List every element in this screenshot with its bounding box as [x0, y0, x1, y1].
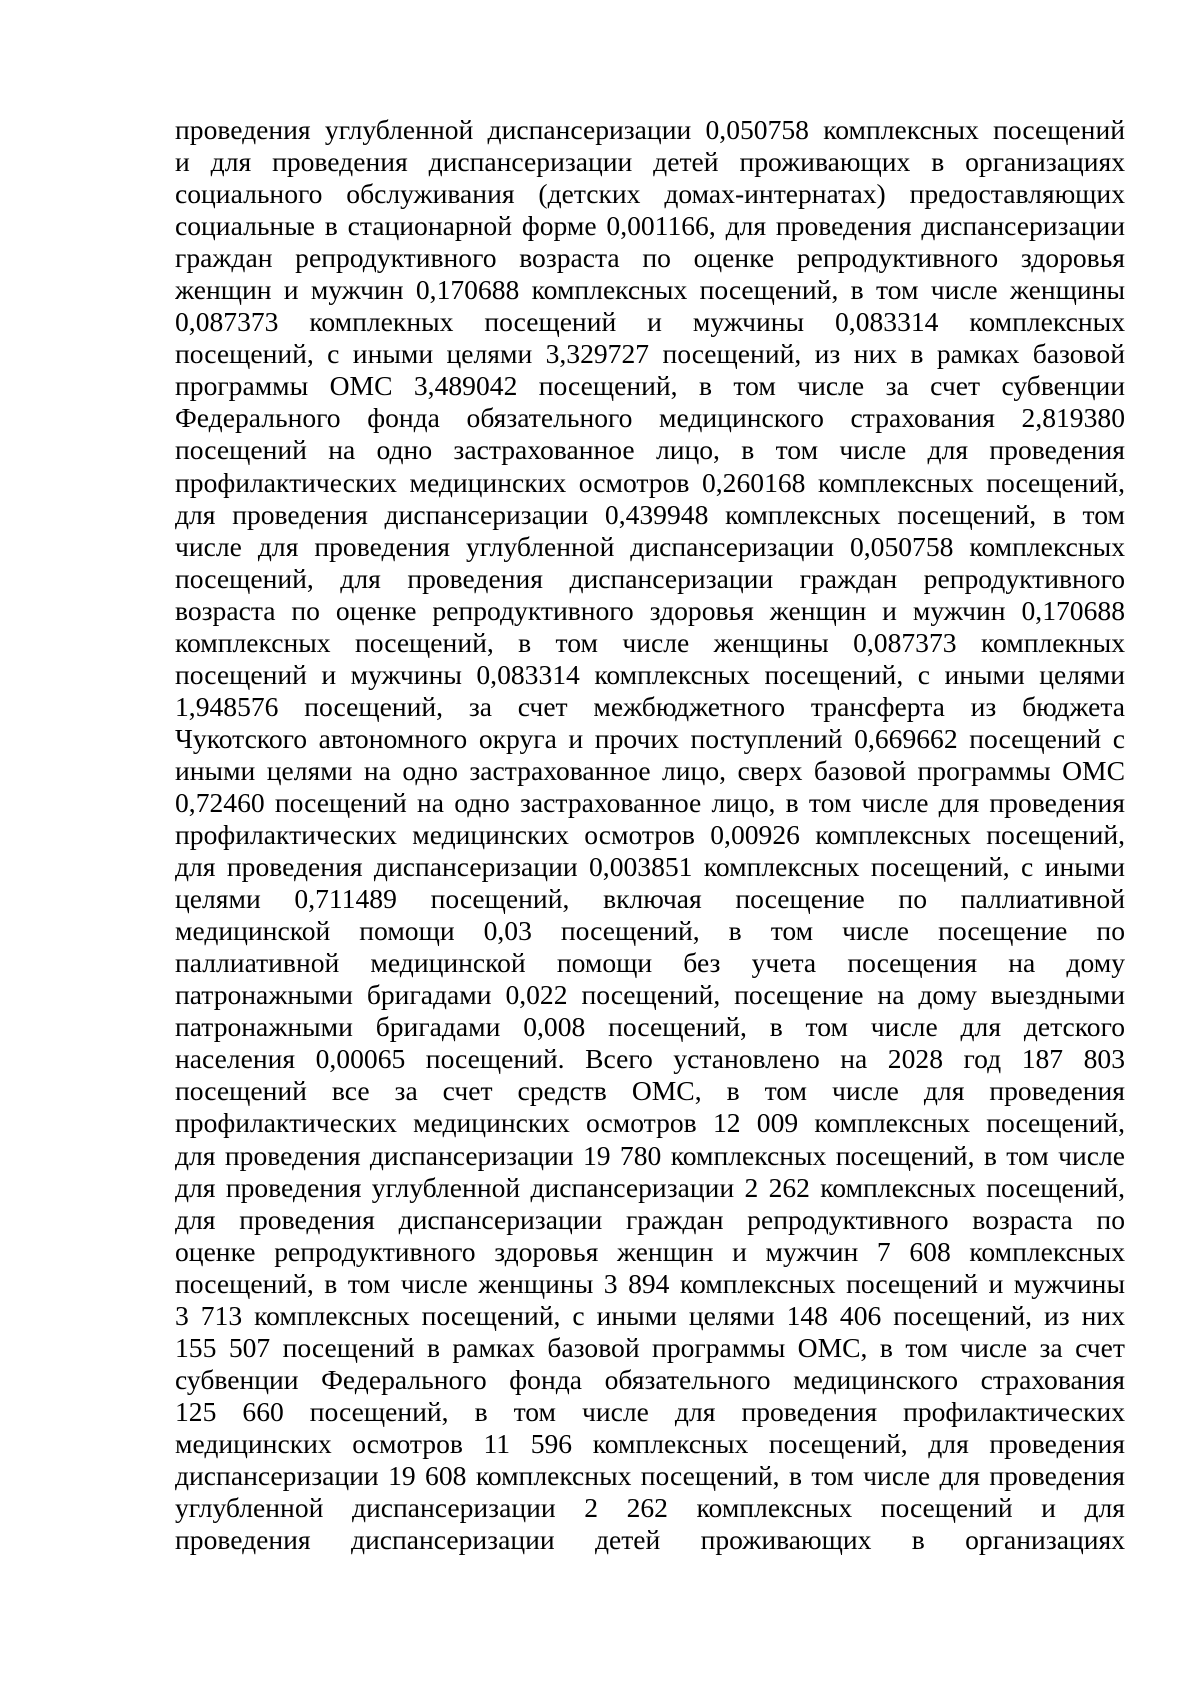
text-line: медицинской помощи 0,03 посещений, в том числе посещение по [175, 915, 1125, 947]
text-line: для проведения диспансеризации 0,003851 комплексных посещений, с иными [175, 851, 1125, 883]
text-line: 0,087373 комплекных посещений и мужчины 0,083314 комплексных [175, 306, 1125, 338]
text-line: профилактических медицинских осмотров 12 009 комплексных посещений, [175, 1107, 1125, 1139]
text-line: социальные в стационарной форме 0,001166, для проведения диспансеризации [175, 210, 1125, 242]
text-line: для проведения углубленной диспансеризации 2 262 комплексных посещений, [175, 1171, 1125, 1203]
text-line: субвенции Федерального фонда обязательного медицинского страхования [175, 1363, 1125, 1395]
text-line: профилактических медицинских осмотров 0,260168 комплексных посещений, [175, 466, 1125, 498]
text-line: Федерального фонда обязательного медицинского страхования 2,819380 [175, 402, 1125, 434]
text-line: 155 507 посещений в рамках базовой программы ОМС, в том числе за счет [175, 1331, 1125, 1363]
text-line: 1,948576 посещений, за счет межбюджетного трансферта из бюджета [175, 690, 1125, 722]
text-line: углубленной диспансеризации 2 262 комплексных посещений и для [175, 1492, 1125, 1524]
text-line: патронажными бригадами 0,022 посещений, посещение на дому выездными [175, 979, 1125, 1011]
text-line: Чукотского автономного округа и прочих поступлений 0,669662 посещений с [175, 722, 1125, 754]
text-line: комплексных посещений, в том числе женщины 0,087373 комплекных [175, 626, 1125, 658]
text-line: патронажными бригадами 0,008 посещений, в том числе для детского [175, 1011, 1125, 1043]
text-line: населения 0,00065 посещений. Всего установлено на 2028 год 187 803 [175, 1043, 1125, 1075]
text-line: посещений, с иными целями 3,329727 посещений, из них в рамках базовой [175, 338, 1125, 370]
text-line: диспансеризации 19 608 комплексных посещений, в том числе для проведения [175, 1459, 1125, 1491]
text-line: медицинских осмотров 11 596 комплексных посещений, для проведения [175, 1427, 1125, 1459]
text-line: числе для проведения углубленной диспансеризации 0,050758 комплексных [175, 530, 1125, 562]
text-line: целями 0,711489 посещений, включая посещение по паллиативной [175, 883, 1125, 915]
text-line: паллиативной медицинской помощи без учета посещения на дому [175, 947, 1125, 979]
text-line: и для проведения диспансеризации детей проживающих в организациях [175, 146, 1125, 178]
text-line: для проведения диспансеризации 0,439948 комплексных посещений, в том [175, 498, 1125, 530]
text-line: посещений, в том числе женщины 3 894 комплексных посещений и мужчины [175, 1267, 1125, 1299]
text-line: профилактических медицинских осмотров 0,00926 комплексных посещений, [175, 819, 1125, 851]
text-line: посещений на одно застрахованное лицо, в том числе для проведения [175, 434, 1125, 466]
text-line: 0,72460 посещений на одно застрахованное лицо, в том числе для проведения [175, 786, 1125, 818]
text-line: граждан репродуктивного возраста по оценке репродуктивного здоровья [175, 242, 1125, 274]
text-line: возраста по оценке репродуктивного здоровья женщин и мужчин 0,170688 [175, 594, 1125, 626]
text-line: для проведения диспансеризации граждан репродуктивного возраста по [175, 1203, 1125, 1235]
text-line: проведения диспансеризации детей проживающих в организациях [175, 1524, 1125, 1556]
text-line: проведения углубленной диспансеризации 0,050758 комплексных посещений [175, 114, 1125, 145]
text-line: посещений все за счет средств ОМС, в том числе для проведения [175, 1075, 1125, 1107]
text-line: социального обслуживания (детских домах-интернатах) предоставляющих [175, 178, 1125, 210]
body-text [175, 114, 1125, 1556]
text-line: для проведения диспансеризации 19 780 комплексных посещений, в том числе [175, 1139, 1125, 1171]
text-line: 3 713 комплексных посещений, с иными целями 148 406 посещений, из них [175, 1299, 1125, 1331]
text-line: 125 660 посещений, в том числе для проведения профилактических [175, 1395, 1125, 1427]
text-line: женщин и мужчин 0,170688 комплексных посещений, в том числе женщины [175, 274, 1125, 306]
text-line: посещений и мужчины 0,083314 комплексных посещений, с иными целями [175, 658, 1125, 690]
text-line: оценке репродуктивного здоровья женщин и мужчин 7 608 комплексных [175, 1235, 1125, 1267]
text-line: иными целями на одно застрахованное лицо, сверх базовой программы ОМС [175, 754, 1125, 786]
text-line: программы ОМС 3,489042 посещений, в том числе за счет субвенции [175, 370, 1125, 402]
text-line: посещений, для проведения диспансеризации граждан репродуктивного [175, 562, 1125, 594]
